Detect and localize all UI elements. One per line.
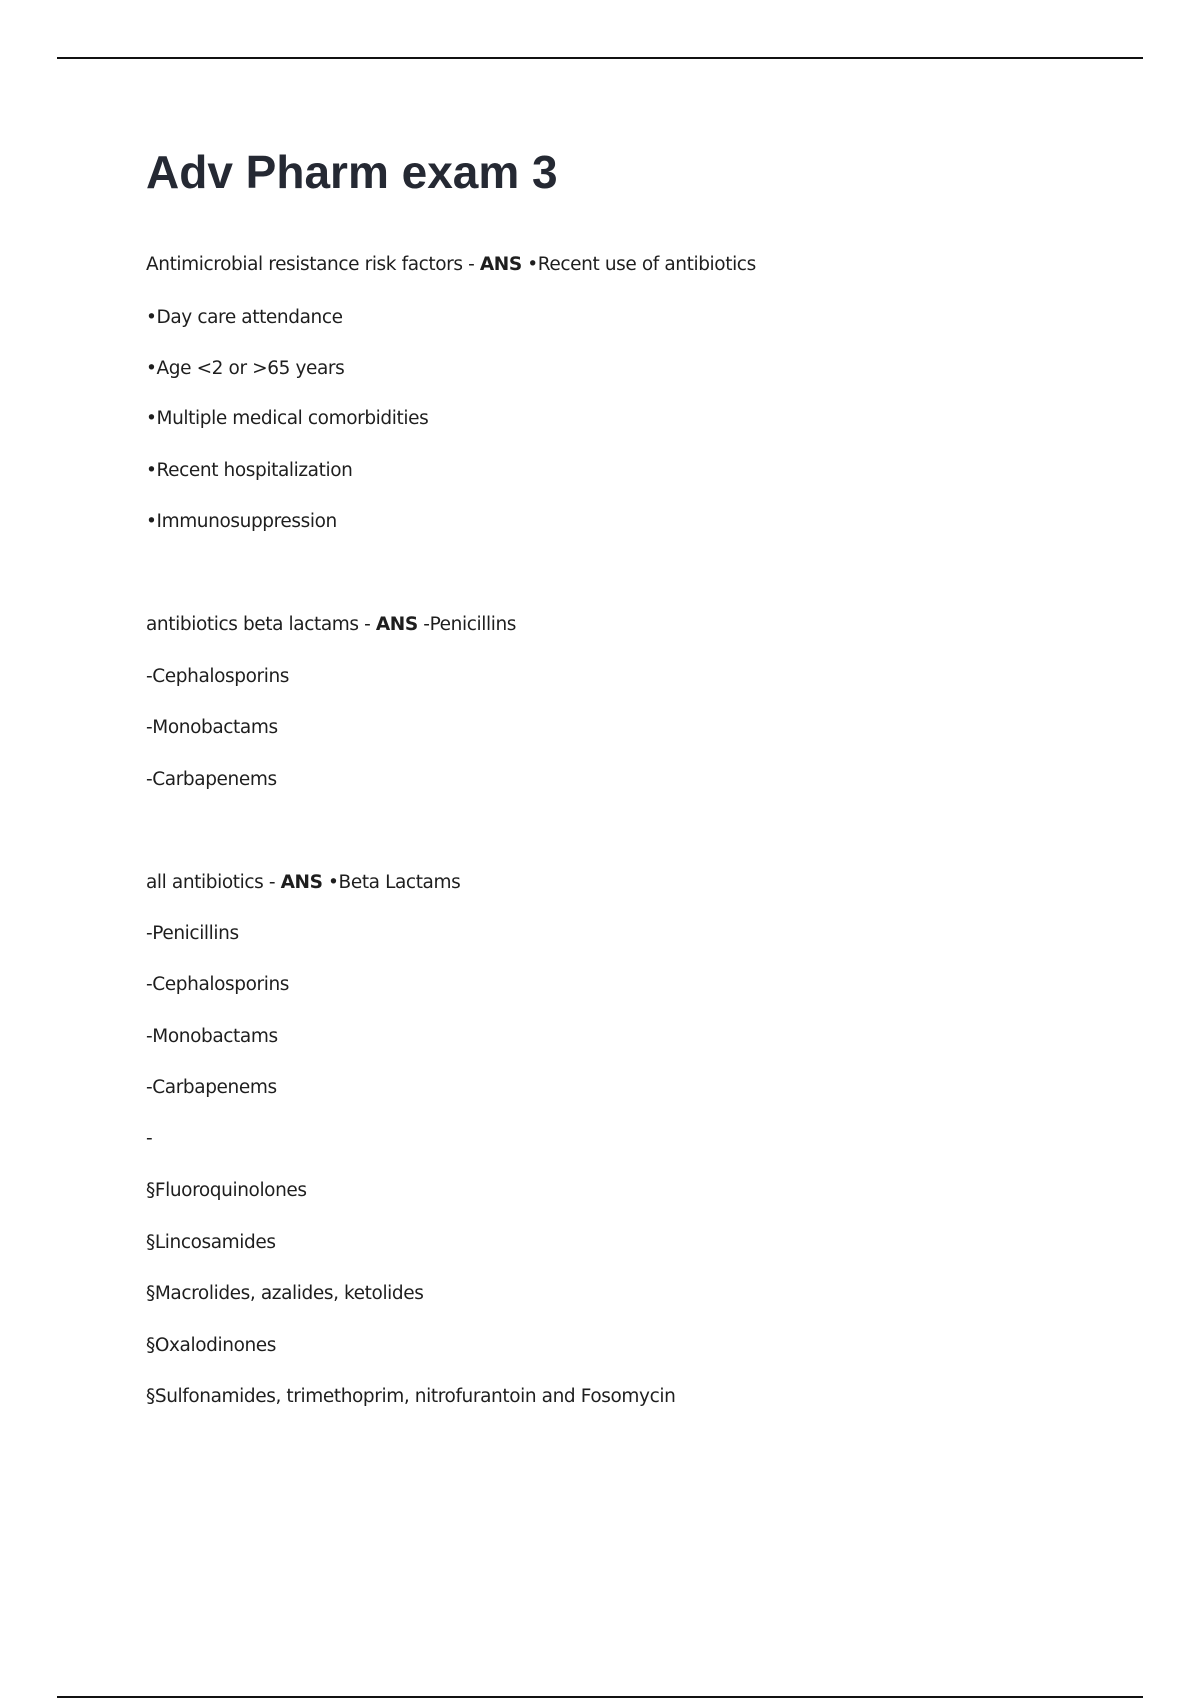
- document-title: Adv Pharm exam 3: [146, 146, 558, 198]
- qa-3-answer-line: -Penicillins: [146, 923, 239, 944]
- top-rule: [57, 57, 1143, 59]
- qa-2-question-line: [146, 612, 516, 638]
- qa-3-answer-line: -: [146, 1128, 153, 1149]
- bottom-rule: [57, 1696, 1143, 1698]
- qa-3-answer-start: •Beta Lactams: [322, 872, 461, 893]
- qa-2-answer-line: -Cephalosporins: [146, 666, 290, 687]
- qa-3-answer-line: §Lincosamides: [146, 1232, 276, 1253]
- qa-3-answer-line: §Sulfonamides, trimethoprim, nitrofurantoin and Fosomycin: [146, 1386, 676, 1407]
- qa-3-answer-line: §Fluoroquinolones: [146, 1180, 307, 1201]
- qa-3-ans-marker: ANS: [280, 872, 323, 893]
- qa-2-answer-line: -Monobactams: [146, 717, 278, 738]
- qa-3-answer-line: -Carbapenems: [146, 1077, 277, 1098]
- qa-2-question: antibiotics beta lactams -: [146, 614, 376, 635]
- qa-2-answer-line: -Carbapenems: [146, 769, 277, 790]
- qa-3-question-line: [146, 870, 460, 896]
- qa-3-answer-line: -Monobactams: [146, 1026, 278, 1047]
- qa-2-ans-marker: ANS: [375, 614, 418, 635]
- qa-1-answer-line: •Recent hospitalization: [146, 460, 353, 481]
- qa-1-ans-marker: ANS: [479, 254, 522, 275]
- qa-1-answer-line: •Multiple medical comorbidities: [146, 408, 429, 429]
- qa-3-answer-line: -Cephalosporins: [146, 974, 290, 995]
- qa-1-question: Antimicrobial resistance risk factors -: [146, 254, 480, 275]
- qa-3-answer-line: §Macrolides, azalides, ketolides: [146, 1283, 424, 1304]
- qa-1-question-line: [146, 252, 756, 278]
- qa-1-answer-line: •Immunosuppression: [146, 511, 337, 532]
- qa-1-answer-start: •Recent use of antibiotics: [521, 254, 756, 275]
- qa-1-answer-line: •Age <2 or >65 years: [146, 358, 345, 379]
- qa-1-answer-line: •Day care attendance: [146, 307, 343, 328]
- qa-3-question: all antibiotics -: [146, 872, 281, 893]
- qa-3-answer-line: §Oxalodinones: [146, 1335, 277, 1356]
- qa-2-answer-start: -Penicillins: [417, 614, 517, 635]
